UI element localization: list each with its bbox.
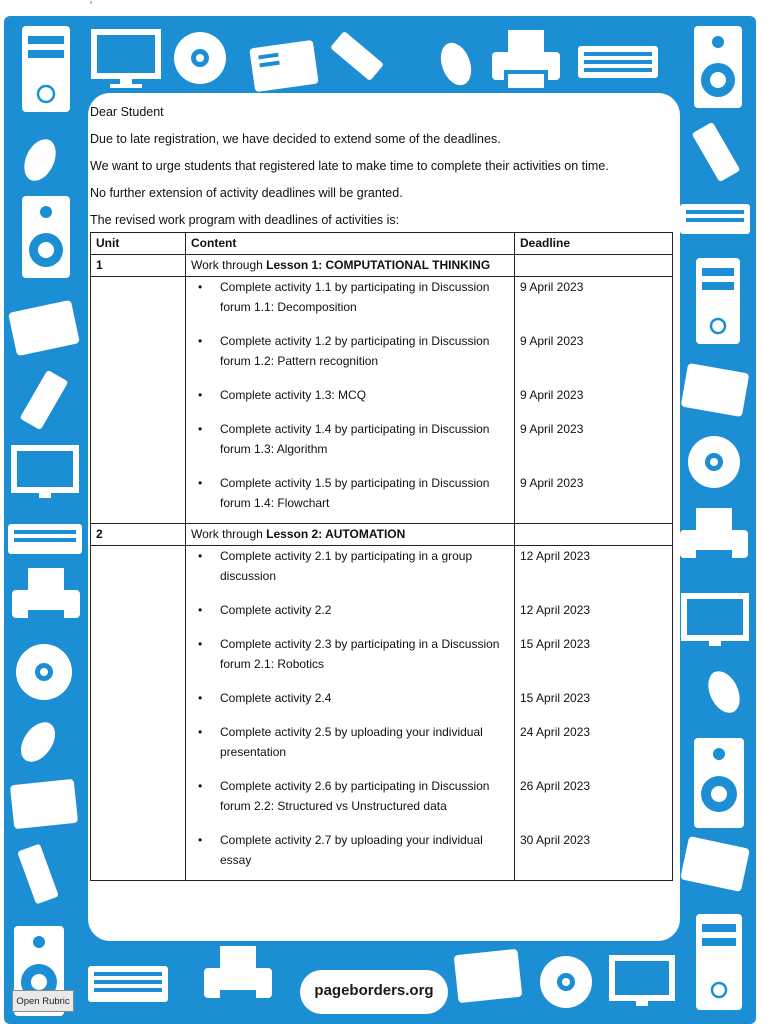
unit-row <box>91 255 673 277</box>
unit-number: 2 <box>91 524 186 546</box>
deadline: 9 April 2023 <box>520 280 584 294</box>
computer-tower-icon <box>696 258 740 344</box>
deadline: 26 April 2023 <box>520 779 591 793</box>
work-program-table <box>90 232 673 881</box>
open-rubric-button[interactable]: Open Rubric <box>12 990 74 1012</box>
graphics-tablet-icon <box>10 779 78 829</box>
mouse-icon <box>435 39 476 90</box>
bullet: • <box>198 476 203 490</box>
printer-icon <box>12 568 80 624</box>
deadline: 12 April 2023 <box>520 549 591 563</box>
mouse-icon <box>18 134 62 186</box>
activity-text: Complete activity 1.5 by participating in Discussion forum 1.4: Flowchart <box>220 476 490 510</box>
lesson-topic: : AUTOMATION <box>318 527 406 541</box>
deadline: 9 April 2023 <box>520 422 584 436</box>
lesson-topic: : COMPUTATIONAL THINKING <box>318 258 491 272</box>
table-header-row <box>91 233 673 255</box>
activity-text: Complete activity 2.4 <box>220 691 332 705</box>
deadline: 30 April 2023 <box>520 833 591 847</box>
list-item <box>191 385 509 405</box>
paragraph: The revised work program with deadlines of activities is: <box>90 213 400 227</box>
cd-icon <box>688 436 740 488</box>
bullet: • <box>198 637 203 651</box>
list-item <box>191 473 509 513</box>
activity-text: Complete activity 2.3 by participating in a Discussion forum 2.1: Robotics <box>220 637 500 671</box>
computer-tower-icon <box>696 914 742 1010</box>
bullet: • <box>198 603 203 617</box>
graphics-tablet-icon <box>681 363 750 417</box>
paragraph: We want to urge students that registered late to make time to complete their activities on time. <box>90 159 609 173</box>
activity-text: Complete activity 1.3: MCQ <box>220 388 367 402</box>
list-item <box>191 277 509 317</box>
speaker-icon <box>22 196 70 278</box>
computer-tower-icon <box>22 26 70 112</box>
monitor-icon <box>684 596 746 646</box>
lesson-deadline-empty <box>515 524 673 546</box>
mouse-icon <box>702 666 746 718</box>
activity-text: Complete activity 2.7 by uploading your individual essay <box>220 833 483 867</box>
speaker-icon <box>694 738 744 828</box>
bullet: • <box>198 334 203 348</box>
deadline: 9 April 2023 <box>520 388 584 402</box>
lesson-name: Lesson 1 <box>266 258 319 272</box>
printer-icon <box>204 946 272 1004</box>
activities-row <box>91 277 673 524</box>
list-item <box>191 776 509 816</box>
list-item <box>191 546 509 586</box>
bullet: • <box>198 833 203 847</box>
unit-number: 1 <box>91 255 186 277</box>
deadlines-cell <box>515 277 673 524</box>
deadline: 15 April 2023 <box>520 691 591 705</box>
bullet: • <box>198 549 203 563</box>
activities-cell <box>186 277 515 524</box>
cd-icon <box>16 644 72 700</box>
header-content: Content <box>186 233 515 255</box>
monitor-icon <box>94 32 158 88</box>
brand-badge <box>300 970 448 1014</box>
lesson-title <box>186 524 515 546</box>
usb-drive-icon <box>330 31 384 81</box>
letter-body <box>90 104 676 881</box>
deadline: 12 April 2023 <box>520 603 591 617</box>
printer-icon <box>680 508 748 564</box>
bullet: • <box>198 779 203 793</box>
deadlines-cell <box>515 546 673 881</box>
printer-icon <box>492 30 560 88</box>
greeting: Dear Student <box>90 105 164 119</box>
header-deadline: Deadline <box>515 233 673 255</box>
lesson-deadline-empty <box>515 255 673 277</box>
monitor-icon <box>612 958 672 1006</box>
speaker-icon <box>694 26 742 108</box>
bullet: • <box>198 725 203 739</box>
usb-drive-icon <box>20 370 69 430</box>
header-unit: Unit <box>91 233 186 255</box>
page-mark: ‘ <box>90 0 93 11</box>
activity-text: Complete activity 2.1 by participating in a group discussion <box>220 549 473 583</box>
lesson-name: Lesson 2 <box>266 527 319 541</box>
keyboard-icon <box>578 46 658 78</box>
mouse-icon <box>14 716 62 768</box>
activity-text: Complete activity 1.1 by participating in Discussion forum 1.1: Decomposition <box>220 280 490 314</box>
list-item <box>191 688 509 708</box>
graphics-tablet-icon <box>680 836 750 892</box>
keyboard-icon <box>8 524 82 554</box>
graphics-tablet-icon <box>454 949 523 1003</box>
deadline: 24 April 2023 <box>520 725 591 739</box>
usb-drive-icon <box>692 122 741 182</box>
bullet: • <box>198 422 203 436</box>
activity-text: Complete activity 2.5 by uploading your individual presentation <box>220 725 483 759</box>
unit-cell-empty <box>91 277 186 524</box>
paragraph: Due to late registration, we have decided to extend some of the deadlines. <box>90 132 501 146</box>
activity-text: Complete activity 2.2 <box>220 603 332 617</box>
list-item <box>191 830 509 870</box>
usb-drive-icon <box>17 844 59 905</box>
list-item <box>191 419 509 459</box>
cd-icon <box>174 32 226 84</box>
deadline: 9 April 2023 <box>520 334 584 348</box>
deadline: 15 April 2023 <box>520 637 591 651</box>
unit-row <box>91 524 673 546</box>
activities-row <box>91 546 673 881</box>
paragraph: No further extension of activity deadlines will be granted. <box>90 186 403 200</box>
list-item <box>191 722 509 762</box>
graphics-tablet-icon <box>8 300 80 356</box>
brand-text: pageborders.org <box>314 982 434 999</box>
list-item <box>191 634 509 674</box>
bullet: • <box>198 280 203 294</box>
cd-icon <box>540 956 592 1008</box>
list-item <box>191 331 509 371</box>
graphics-tablet-icon <box>249 40 319 92</box>
activities-cell <box>186 546 515 881</box>
keyboard-icon <box>88 966 168 1002</box>
bullet: • <box>198 691 203 705</box>
keyboard-icon <box>680 204 750 234</box>
lesson-prefix: Work through <box>191 527 267 541</box>
activity-text: Complete activity 1.4 by participating in Discussion forum 1.3: Algorithm <box>220 422 490 456</box>
monitor-icon <box>14 448 76 498</box>
deadline: 9 April 2023 <box>520 476 584 490</box>
activity-text: Complete activity 2.6 by participating in Discussion forum 2.2: Structured vs Unstructured data <box>220 779 490 813</box>
list-item <box>191 600 509 620</box>
bullet: • <box>198 388 203 402</box>
lesson-title <box>186 255 515 277</box>
unit-cell-empty <box>91 546 186 881</box>
activity-text: Complete activity 1.2 by participating in Discussion forum 1.2: Pattern recognition <box>220 334 490 368</box>
lesson-prefix: Work through <box>191 258 267 272</box>
